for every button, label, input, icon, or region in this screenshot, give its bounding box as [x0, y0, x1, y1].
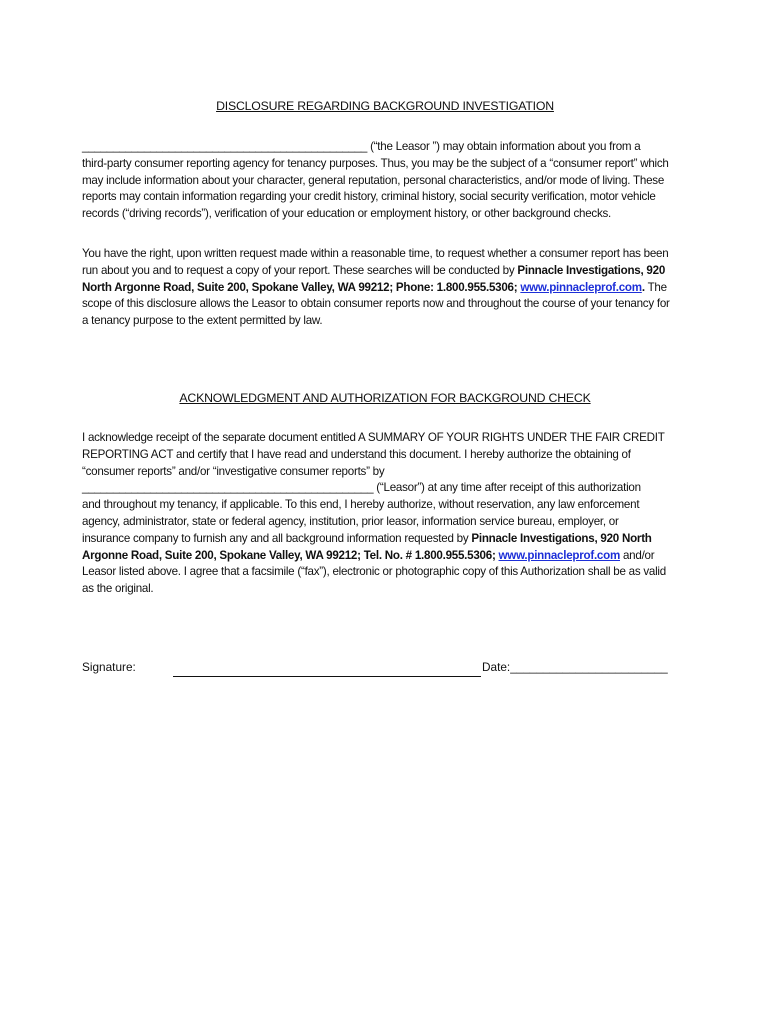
text-line — [82, 531, 690, 548]
text-line: agency, administrator, state or federal agency, institution, prior leasor, information service bureau, employer, or — [82, 514, 619, 528]
company-address: Argonne Road, Suite 200, Spokane Valley, WA 99212; Tel. No. # 1.800.955.5306; — [82, 548, 499, 562]
company-name: Pinnacle Investigations, 920 — [517, 263, 666, 277]
website-link[interactable]: www.pinnacleprof.com — [498, 548, 621, 562]
acknowledgment-heading: ACKNOWLEDGMENT AND AUTHORIZATION FOR BACKGROUND CHECK — [179, 391, 591, 405]
rights-paragraph — [82, 246, 690, 330]
disclosure-paragraph — [82, 139, 690, 223]
text-line: may include information about your character, general reputation, personal characteristics, and/or mode of living. These — [82, 173, 665, 187]
text-segment: The — [644, 280, 667, 294]
website-link[interactable]: www.pinnacleprof.com — [520, 280, 642, 294]
text-line: ______________________________________________ (“the Leasor ”) may obtain information about you from a — [82, 140, 641, 153]
company-name: Pinnacle Investigations, 920 North — [471, 531, 652, 545]
signature-label: Signature: — [82, 660, 136, 674]
text-line: as the original. — [82, 582, 154, 596]
text-segment: insurance company to furnish any and all background information requested by — [82, 531, 472, 545]
text-line: scope of this disclosure allows the Leasor to obtain consumer reports now and throughout the course of your tenancy for — [82, 297, 670, 311]
text-line: You have the right, upon written request made within a reasonable time, to request whether a consumer report has been — [82, 247, 669, 260]
text-line — [82, 263, 690, 280]
text-line: records (“driving records”), verification of your education or employment history, or other background checks. — [82, 207, 612, 221]
authorization-paragraph — [82, 430, 690, 598]
text-line: “consumer reports” and/or “investigative consumer reports” by — [82, 464, 385, 478]
company-address: North Argonne Road, Suite 200, Spokane Valley, WA 99212; Phone: 1.800.955.5306; — [82, 280, 521, 294]
text-line: a tenancy purpose to the extent permitted by law. — [82, 314, 323, 328]
text-segment: run about you and to request a copy of your report. These searches will be conducted by — [82, 263, 518, 277]
text-segment: . — [641, 280, 645, 294]
text-line: _______________________________________________ (“Leasor”) at any time after receipt of this authorization — [82, 481, 641, 495]
text-line: reports may contain information regarding your credit history, criminal history, social security verification, motor vehicle — [82, 190, 656, 204]
disclosure-heading: DISCLOSURE REGARDING BACKGROUND INVESTIGATION — [216, 99, 554, 113]
text-line: I acknowledge receipt of the separate document entitled A SUMMARY OF YOUR RIGHTS UNDER THE FAIR CREDIT — [82, 431, 665, 444]
text-line: Leasor listed above. I agree that a facsimile (“fax”), electronic or photographic copy of this Authorization shall be as valid — [82, 565, 666, 579]
text-line — [82, 548, 690, 565]
text-line: third-party consumer reporting agency for tenancy purposes. Thus, you may be the subject of a “consumer report” which — [82, 156, 669, 170]
signature-line[interactable] — [173, 676, 481, 677]
text-line: REPORTING ACT and certify that I have read and understand this document. I hereby authorize the obtaining of — [82, 447, 631, 461]
text-line: and throughout my tenancy, if applicable. To this end, I hereby authorize, without reservation, any law enforcement — [82, 498, 640, 512]
date-field[interactable]: Date:________________________ — [482, 660, 668, 674]
text-line — [82, 280, 690, 297]
text-segment: and/or — [620, 548, 655, 562]
